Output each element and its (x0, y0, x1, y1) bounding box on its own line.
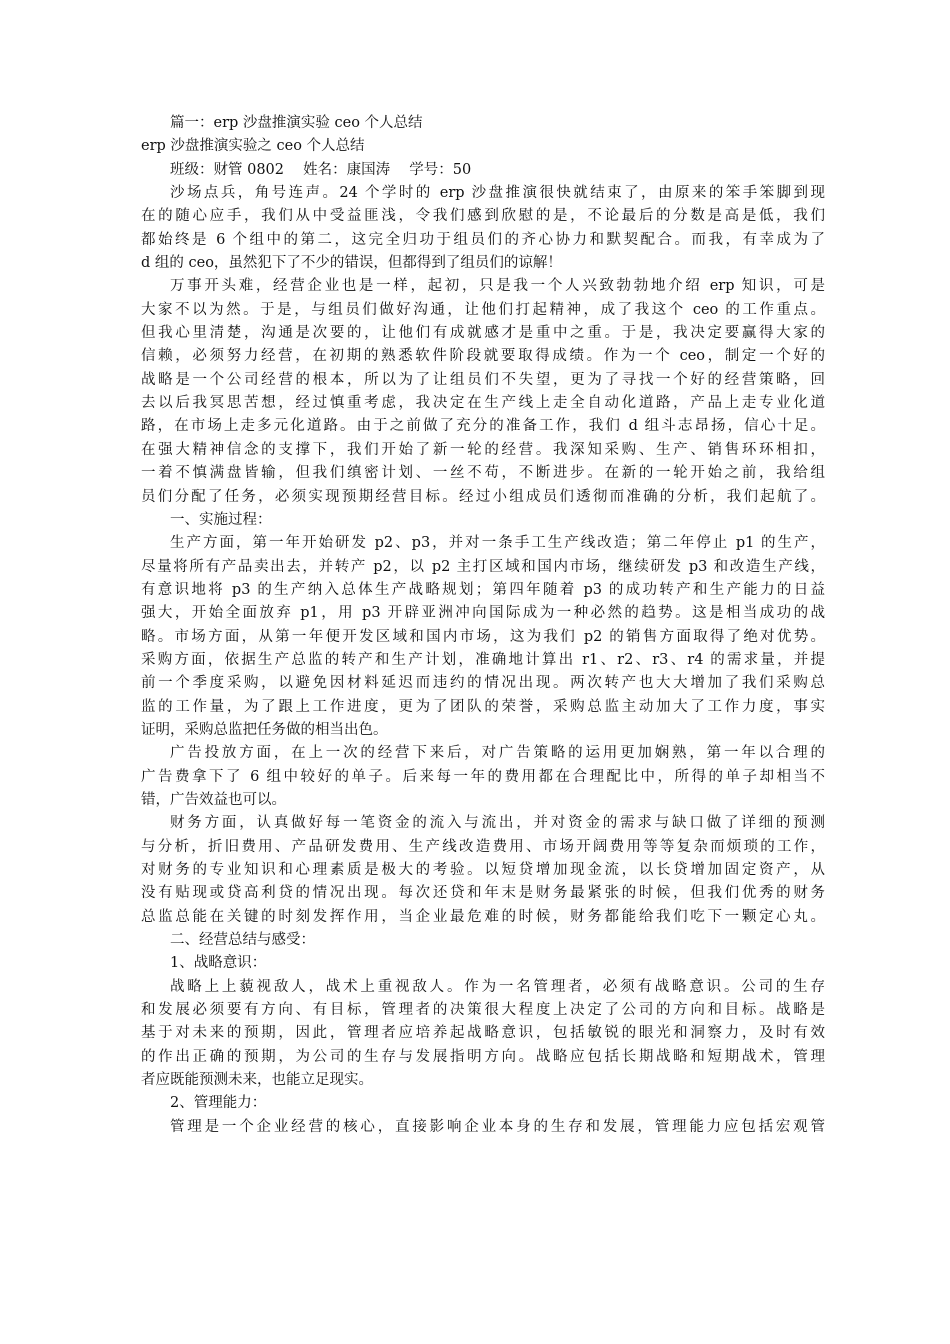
text-line: 前一个季度采购，以避免因材料延迟而违约的情况出现。两次转产也大大增加了我们采购总 (141, 675, 825, 692)
text-line: 没有贴现或贷高利贷的情况出现。每次还贷和年末是财务最紧张的时候，但我们优秀的财务 (141, 885, 825, 902)
text-line: 路，在市场上走多元化道路。由于之前做了充分的准备工作，我们 d 组斗志昂扬，信心十足。 (141, 418, 825, 435)
text-line: 总监总能在关键的时刻发挥作用，当企业最危难的时候，财务都能给我们吃下一颗定心丸。 (141, 908, 825, 925)
text-line: 1、战略意识： (170, 955, 267, 972)
text-line: 证明，采购总监把任务做的相当出色。 (141, 721, 388, 738)
info-line: 班级：财管 0802 姓名：康国涛 学号：50 (170, 161, 472, 178)
document-body (141, 182, 825, 1139)
text-line: 万事开头难，经营企业也是一样，起初，只是我一个人兴致勃勃地介绍 erp 知识，可是 (170, 278, 825, 295)
text-line: 二、经营总结与感受： (170, 932, 315, 949)
text-line: 监的工作量，为了跟上工作进度，更为了团队的荣誉，采购总监主动加大了工作力度，事实 (141, 698, 825, 715)
text-line: 在强大精神信念的支撑下，我们开始了新一轮的经营。我深知采购、生产、销售环环相扣， (141, 441, 825, 458)
text-line: 大家不以为然。于是，与组员们做好沟通，让他们打起精神，成了我这个 ceo 的工作重点。 (141, 301, 825, 318)
text-line: 都始终是 6 个组中的第二，这完全归功于组员们的齐心协力和默契配合。而我，有幸成为了 (141, 231, 825, 248)
text-line: 广告投放方面，在上一次的经营下来后，对广告策略的运用更加娴熟，第一年以合理的 (170, 745, 825, 762)
text-line: 略。市场方面，从第一年便开发区域和国内市场，这为我们 p2 的销售方面取得了绝对优势。 (141, 628, 825, 645)
text-line: 在的随心应手，我们从中受益匪浅，令我们感到欣慰的是，不论最后的分数是高是低，我们 (141, 208, 825, 225)
text-line: 去以后我冥思苦想，经过慎重考虑，我决定在生产线上走全自动化道路，产品上走专业化道 (141, 395, 825, 412)
text-line: 者应既能预测未来，也能立足现实。 (141, 1072, 373, 1089)
text-line: 与分析，折旧费用、产品研发费用、生产线改造费用、市场开阔费用等等复杂而烦琐的工作， (141, 838, 825, 855)
text-line: 信赖，必须努力经营，在初期的熟悉软件阶段就要取得成绩。作为一个 ceo，制定一个好的 (141, 348, 825, 365)
text-line: 战略上上藐视敌人，战术上重视敌人。作为一名管理者，必须有战略意识。公司的生存 (170, 978, 825, 995)
text-line: 尽量将所有产品卖出去，并转产 p2，以 p2 主打区域和国内市场，继续研发 p3 和改造生产线， (141, 558, 825, 575)
text-line: 战略是一个公司经营的根本，所以为了让组员们不失望，更为了寻找一个好的经营策略，回 (141, 371, 825, 388)
subtitle-line: erp 沙盘推演实验之 ceo 个人总结 (141, 138, 365, 155)
text-line: 和发展必须要有方向、有目标，管理者的决策很大程度上决定了公司的方向和目标。战略是 (141, 1002, 825, 1019)
text-line: d 组的 ceo，虽然犯下了不少的错误，但都得到了组员们的谅解！ (141, 255, 562, 272)
text-line: 财务方面，认真做好每一笔资金的流入与流出，并对资金的需求与缺口做了详细的预测 (170, 815, 825, 832)
document-page (141, 112, 825, 1139)
text-line: 沙场点兵，角号连声。24 个学时的 erp 沙盘推演很快就结束了，由原来的笨手笨脚到现 (170, 185, 825, 202)
text-line: 但我心里清楚，沟通是次要的，让他们有成就感才是重中之重。于是，我决定要赢得大家的 (141, 325, 825, 342)
text-line: 生产方面，第一年开始研发 p2、p3，并对一条手工生产线改造；第二年停止 p1 的生产， (170, 535, 825, 552)
title-line: 篇一：erp 沙盘推演实验 ceo 个人总结 (170, 115, 423, 131)
text-line: 强大，开始全面放弃 p1，用 p3 开辟亚洲冲向国际成为一种必然的趋势。这是相当成功的战 (141, 605, 825, 622)
text-line: 一着不慎满盘皆输，但我们缜密计划、一丝不苟，不断进步。在新的一轮开始之前，我给组 (141, 465, 825, 482)
text-line: 管理是一个企业经营的核心，直接影响企业本身的生存和发展，管理能力应包括宏观管 (170, 1118, 825, 1135)
text-line: 2、管理能力： (170, 1095, 267, 1112)
text-line: 采购方面，依据生产总监的转产和生产计划，准确地计算出 r1、r2、r3、r4 的需求量，并提 (141, 651, 825, 668)
text-line: 的作出正确的预期，为公司的生存与发展指明方向。战略应包括长期战略和短期战术，管理 (141, 1048, 825, 1065)
text-line: 有意识地将 p3 的生产纳入总体生产战略规划；第四年随着 p3 的成功转产和生产能力的日益 (141, 581, 825, 598)
text-line: 广告费拿下了 6 组中较好的单子。后来每一年的费用都在合理配比中，所得的单子却相当不 (141, 768, 825, 785)
text-line: 员们分配了任务，必须实现预期经营目标。经过小组成员们透彻而准确的分析，我们起航了。 (141, 488, 825, 505)
text-line: 对财务的专业知识和心理素质是极大的考验。以短贷增加现金流，以长贷增加固定资产，从 (141, 862, 825, 878)
text-line: 一、实施过程： (170, 511, 272, 528)
text-line: 错，广告效益也可以。 (141, 791, 286, 808)
text-line: 基于对未来的预期，因此，管理者应培养起战略意识，包括敏锐的眼光和洞察力，及时有效 (141, 1025, 825, 1042)
